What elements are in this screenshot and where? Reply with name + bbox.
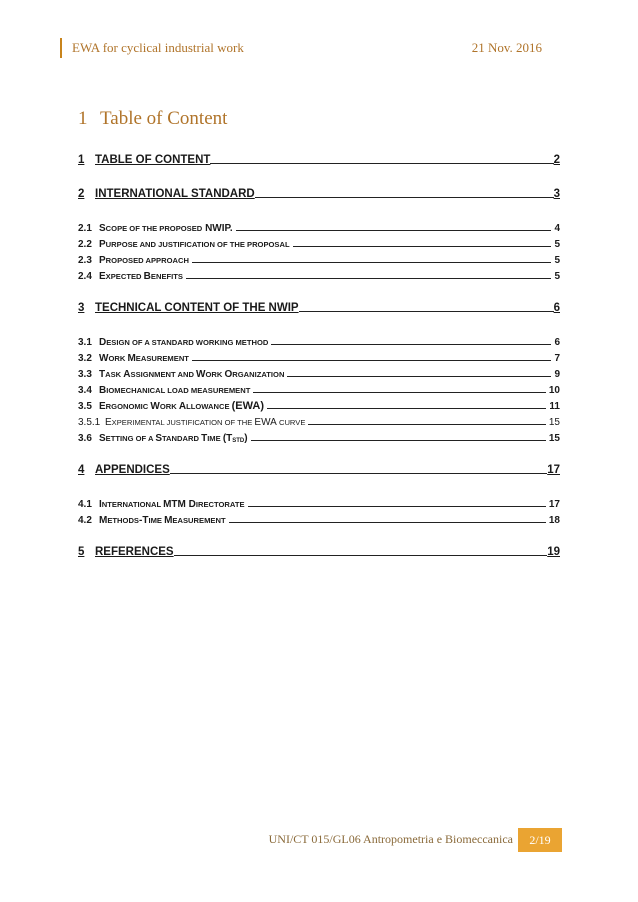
toc-entry-2-3[interactable]: [78, 250, 560, 266]
heading-number: 1: [78, 108, 88, 129]
toc-page: 6: [553, 302, 560, 314]
toc-number: 3.6: [78, 433, 92, 444]
toc-title: TABLE OF CONTENT: [95, 154, 211, 166]
toc-title: DESIGN OF A STANDARD WORKING METHOD: [99, 337, 269, 348]
toc-page: 3: [553, 188, 560, 200]
toc-page: 7: [554, 353, 560, 364]
toc-number: 3.2: [78, 353, 92, 364]
dot-leader: [248, 506, 546, 507]
toc-title: TASK ASSIGNMENT AND WORK ORGANIZATION: [99, 369, 285, 380]
toc-number: 3.4: [78, 385, 92, 396]
header-title: EWA for cyclical industrial work: [72, 40, 244, 55]
dot-leader: [287, 376, 551, 377]
toc-title: INTERNATIONAL MTM DIRECTORATE: [99, 499, 245, 510]
toc-entry-3-1[interactable]: [78, 332, 560, 348]
dot-leader: [236, 230, 552, 231]
dot-leader: [267, 408, 546, 409]
toc-page: 15: [548, 433, 560, 444]
toc-page: 15: [548, 417, 560, 428]
heading-text: Table of Content: [100, 108, 228, 129]
dot-leader: [229, 522, 546, 523]
toc-page: 6: [554, 337, 560, 348]
dot-leader: [293, 246, 552, 247]
footer-text: UNI/CT 015/GL06 Antropometria e Biomeccanica: [268, 832, 513, 846]
page-number-badge: 2/19: [518, 828, 562, 852]
toc-number: 1: [78, 154, 85, 166]
toc-number: 3.3: [78, 369, 92, 380]
toc-title: SCOPE OF THE PROPOSED NWIP.: [99, 223, 233, 234]
toc-title: ERGONOMIC WORK ALLOWANCE (EWA): [99, 400, 265, 412]
toc-title: APPENDICES: [95, 464, 170, 476]
toc-number: 2.3: [78, 255, 92, 266]
toc-page: 9: [554, 369, 560, 380]
dot-leader: [255, 197, 554, 198]
dot-leader: [271, 344, 551, 345]
toc-number: 3.5: [78, 401, 92, 412]
dot-leader: [192, 262, 552, 263]
toc-entry-3[interactable]: [78, 298, 560, 314]
dot-leader: [210, 163, 553, 164]
toc-page: 18: [548, 515, 560, 526]
dot-leader: [174, 555, 548, 556]
header-date: 21 Nov. 2016: [471, 40, 542, 55]
toc-page: 4: [554, 223, 560, 234]
toc-title: EXPERIMENTAL JUSTIFICATION OF THE EWA CURVE: [105, 417, 306, 428]
toc-number: 4.1: [78, 499, 92, 510]
toc-entry-4[interactable]: [78, 460, 560, 476]
dot-leader: [299, 311, 554, 312]
toc-page: 17: [548, 499, 560, 510]
toc-title: SETTING OF A STANDARD TIME (TSTD): [99, 433, 248, 444]
toc-entry-4-1[interactable]: [78, 494, 560, 510]
toc-entry-3-5[interactable]: [78, 396, 560, 412]
running-header: [60, 38, 542, 58]
dot-leader: [192, 360, 551, 361]
toc-page: 5: [554, 271, 560, 282]
toc-entry-3-5-1[interactable]: [78, 412, 560, 428]
toc-number: 3: [78, 302, 85, 314]
toc-title: PURPOSE AND JUSTIFICATION OF THE PROPOSAL: [99, 239, 290, 250]
toc-entry-5[interactable]: [78, 542, 560, 558]
toc-entry-3-4[interactable]: [78, 380, 560, 396]
toc-number: 2.2: [78, 239, 92, 250]
toc-number: 4.2: [78, 515, 92, 526]
toc-title: PROPOSED APPROACH: [99, 255, 189, 266]
toc-number: 2.4: [78, 271, 92, 282]
toc-page: 11: [549, 401, 560, 412]
toc-number: 2.1: [78, 223, 92, 234]
toc-entry-2-4[interactable]: [78, 266, 560, 282]
dot-leader: [170, 473, 547, 474]
toc-page: 5: [554, 255, 560, 266]
toc-title: INTERNATIONAL STANDARD: [95, 188, 255, 200]
toc-title: WORK MEASUREMENT: [99, 353, 189, 364]
toc-page: 2: [553, 154, 560, 166]
toc-number: 3.1: [78, 337, 92, 348]
toc-entry-1[interactable]: [78, 150, 560, 166]
toc-title: TECHNICAL CONTENT OF THE NWIP: [95, 302, 299, 314]
toc-page: 17: [547, 464, 560, 476]
dot-leader: [186, 278, 551, 279]
toc-number: 3.5.1: [78, 417, 101, 428]
toc-title: REFERENCES: [95, 546, 174, 558]
toc-page: 19: [547, 546, 560, 558]
toc-title: BIOMECHANICAL LOAD MEASUREMENT: [99, 385, 251, 396]
toc-entry-2-1[interactable]: [78, 218, 560, 234]
dot-leader: [253, 392, 546, 393]
toc-entry-2-2[interactable]: [78, 234, 560, 250]
section-heading: [78, 108, 227, 130]
toc-entry-4-2[interactable]: [78, 510, 560, 526]
running-footer: [0, 828, 638, 852]
toc-title: EXPECTED BENEFITS: [99, 271, 183, 282]
toc-number: 2: [78, 188, 85, 200]
toc-entry-3-2[interactable]: [78, 348, 560, 364]
toc-entry-2[interactable]: [78, 184, 560, 200]
table-of-contents: [78, 146, 560, 558]
dot-leader: [308, 424, 545, 425]
toc-entry-3-6[interactable]: [78, 428, 560, 444]
toc-number: 5: [78, 546, 85, 558]
toc-page: 10: [548, 385, 560, 396]
dot-leader: [251, 440, 546, 441]
toc-number: 4: [78, 464, 85, 476]
toc-entry-3-3[interactable]: [78, 364, 560, 380]
toc-page: 5: [554, 239, 560, 250]
toc-title: METHODS-TIME MEASUREMENT: [99, 515, 226, 526]
